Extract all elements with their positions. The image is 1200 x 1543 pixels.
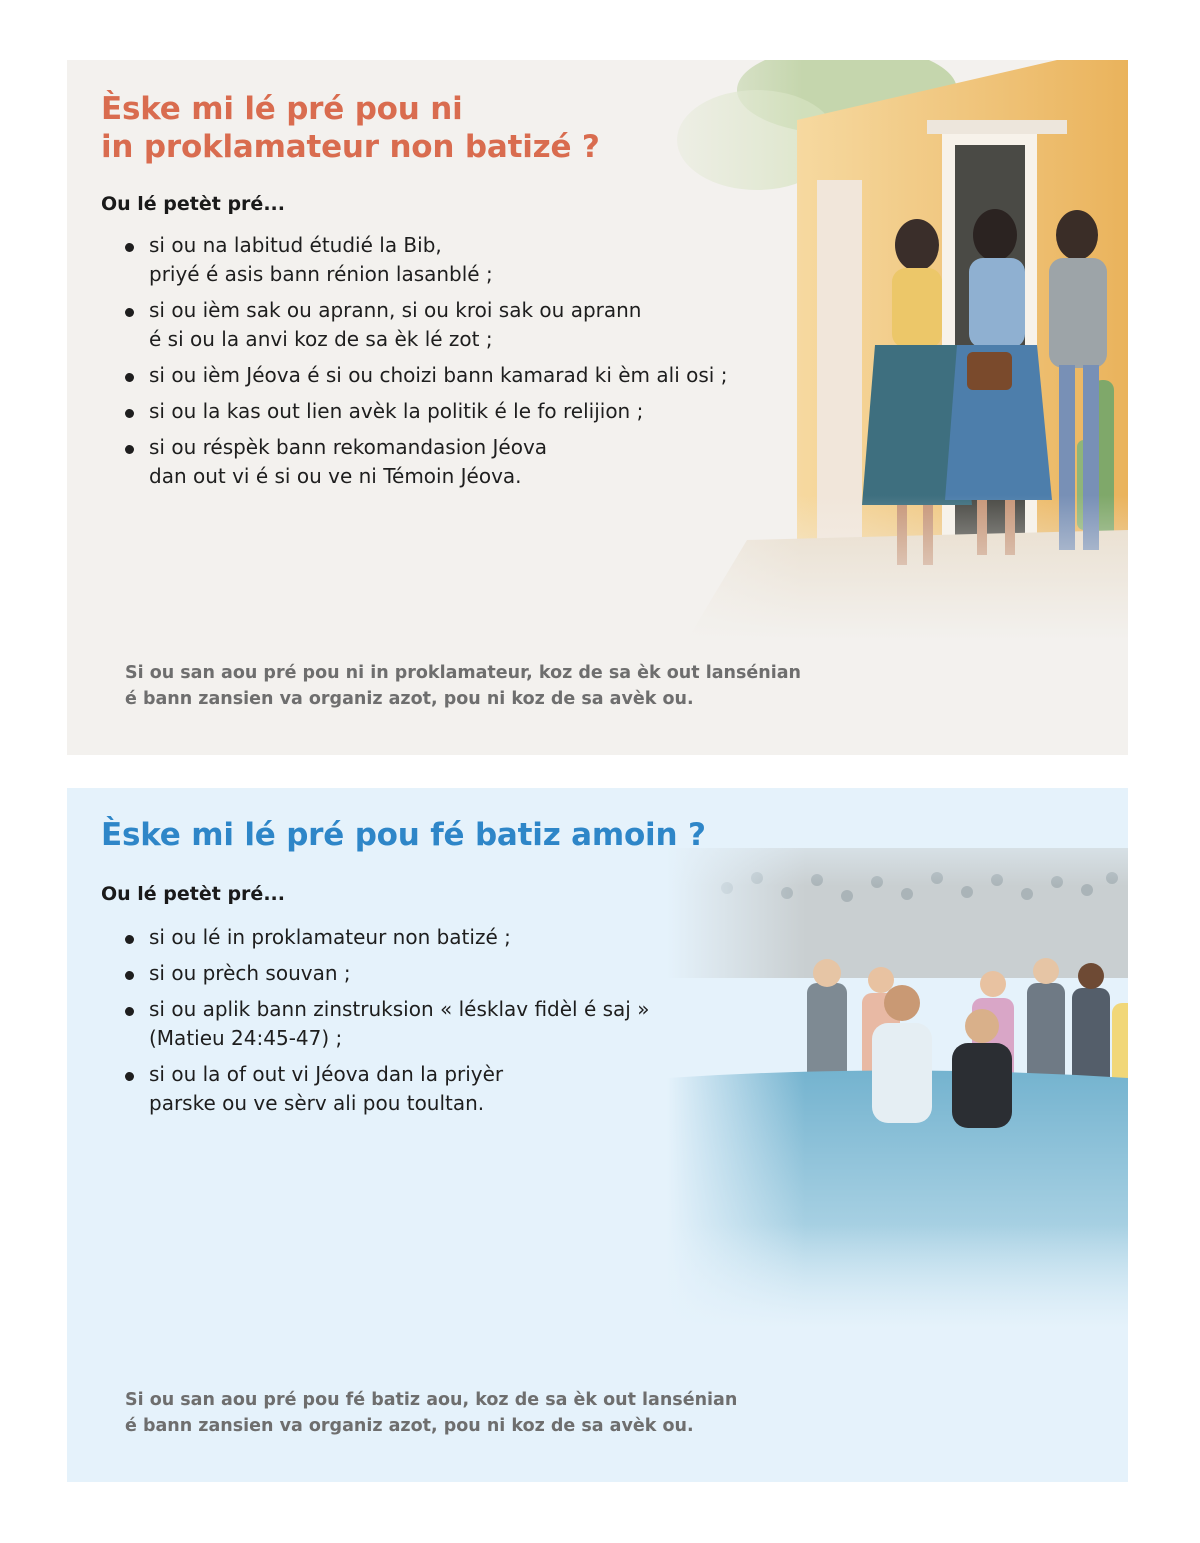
bullet-icon — [125, 971, 134, 980]
bullet-icon — [125, 373, 134, 382]
subtitle: Ou lé petèt pré... — [101, 883, 285, 905]
footnote: Si ou san aou pré pou ni in proklamateur, koz de sa èk out lansénian é bann zansien va organiz azot, pou ni koz de sa avèk ou. — [125, 663, 801, 709]
subtitle: Ou lé petèt pré... — [101, 193, 285, 215]
list-item — [125, 361, 805, 390]
footnote: Si ou san aou pré pou fé batiz aou, koz de sa èk out lansénian é bann zansien va organiz azot, pou ni koz de sa avèk ou. — [125, 1390, 738, 1436]
list-item-text: si ou la kas out lien avèk la politik é le fo relijion ; — [149, 399, 644, 423]
bullet-icon — [125, 308, 134, 317]
list-item — [125, 1060, 805, 1118]
list-item — [125, 296, 805, 354]
bullet-icon — [125, 445, 134, 454]
list-item — [125, 231, 805, 289]
bullet-icon — [125, 1007, 134, 1016]
baptism-card — [67, 788, 1128, 1482]
list-item-text: si ou aplik bann zinstruksion « lésklav fidèl é saj » (Matieu 24:45-47) ; — [149, 997, 650, 1050]
list-item — [125, 397, 805, 426]
bullet-icon — [125, 409, 134, 418]
list-item-text: si ou ièm Jéova é si ou choizi bann kamarad ki èm ali osi ; — [149, 363, 728, 387]
readiness-list — [125, 923, 805, 1125]
list-item-text: si ou na labitud étudié la Bib, priyé é asis bann rénion lasanblé ; — [149, 233, 493, 286]
list-item-text: si ou ièm sak ou aprann, si ou kroi sak ou aprann é si ou la anvi koz de sa èk lé zot ; — [149, 298, 642, 351]
list-item — [125, 959, 805, 988]
list-item-text: si ou prèch souvan ; — [149, 961, 351, 985]
card-title: Èske mi lé pré pou fé batiz amoin ? — [101, 817, 706, 853]
readiness-list — [125, 231, 805, 498]
list-item-text: si ou réspèk bann rekomandasion Jéova dan out vi é si ou ve ni Témoin Jéova. — [149, 435, 548, 488]
unbaptized-publisher-card — [67, 60, 1128, 755]
bullet-icon — [125, 1072, 134, 1081]
list-item — [125, 923, 805, 952]
bullet-icon — [125, 935, 134, 944]
list-item-text: si ou la of out vi Jéova dan la priyèr parske ou ve sèrv ali pou toultan. — [149, 1062, 504, 1115]
card-title: Èske mi lé pré pou ni in proklamateur non batizé ? — [101, 91, 600, 165]
list-item-text: si ou lé in proklamateur non batizé ; — [149, 925, 511, 949]
list-item — [125, 995, 805, 1053]
bullet-icon — [125, 243, 134, 252]
list-item — [125, 433, 805, 491]
